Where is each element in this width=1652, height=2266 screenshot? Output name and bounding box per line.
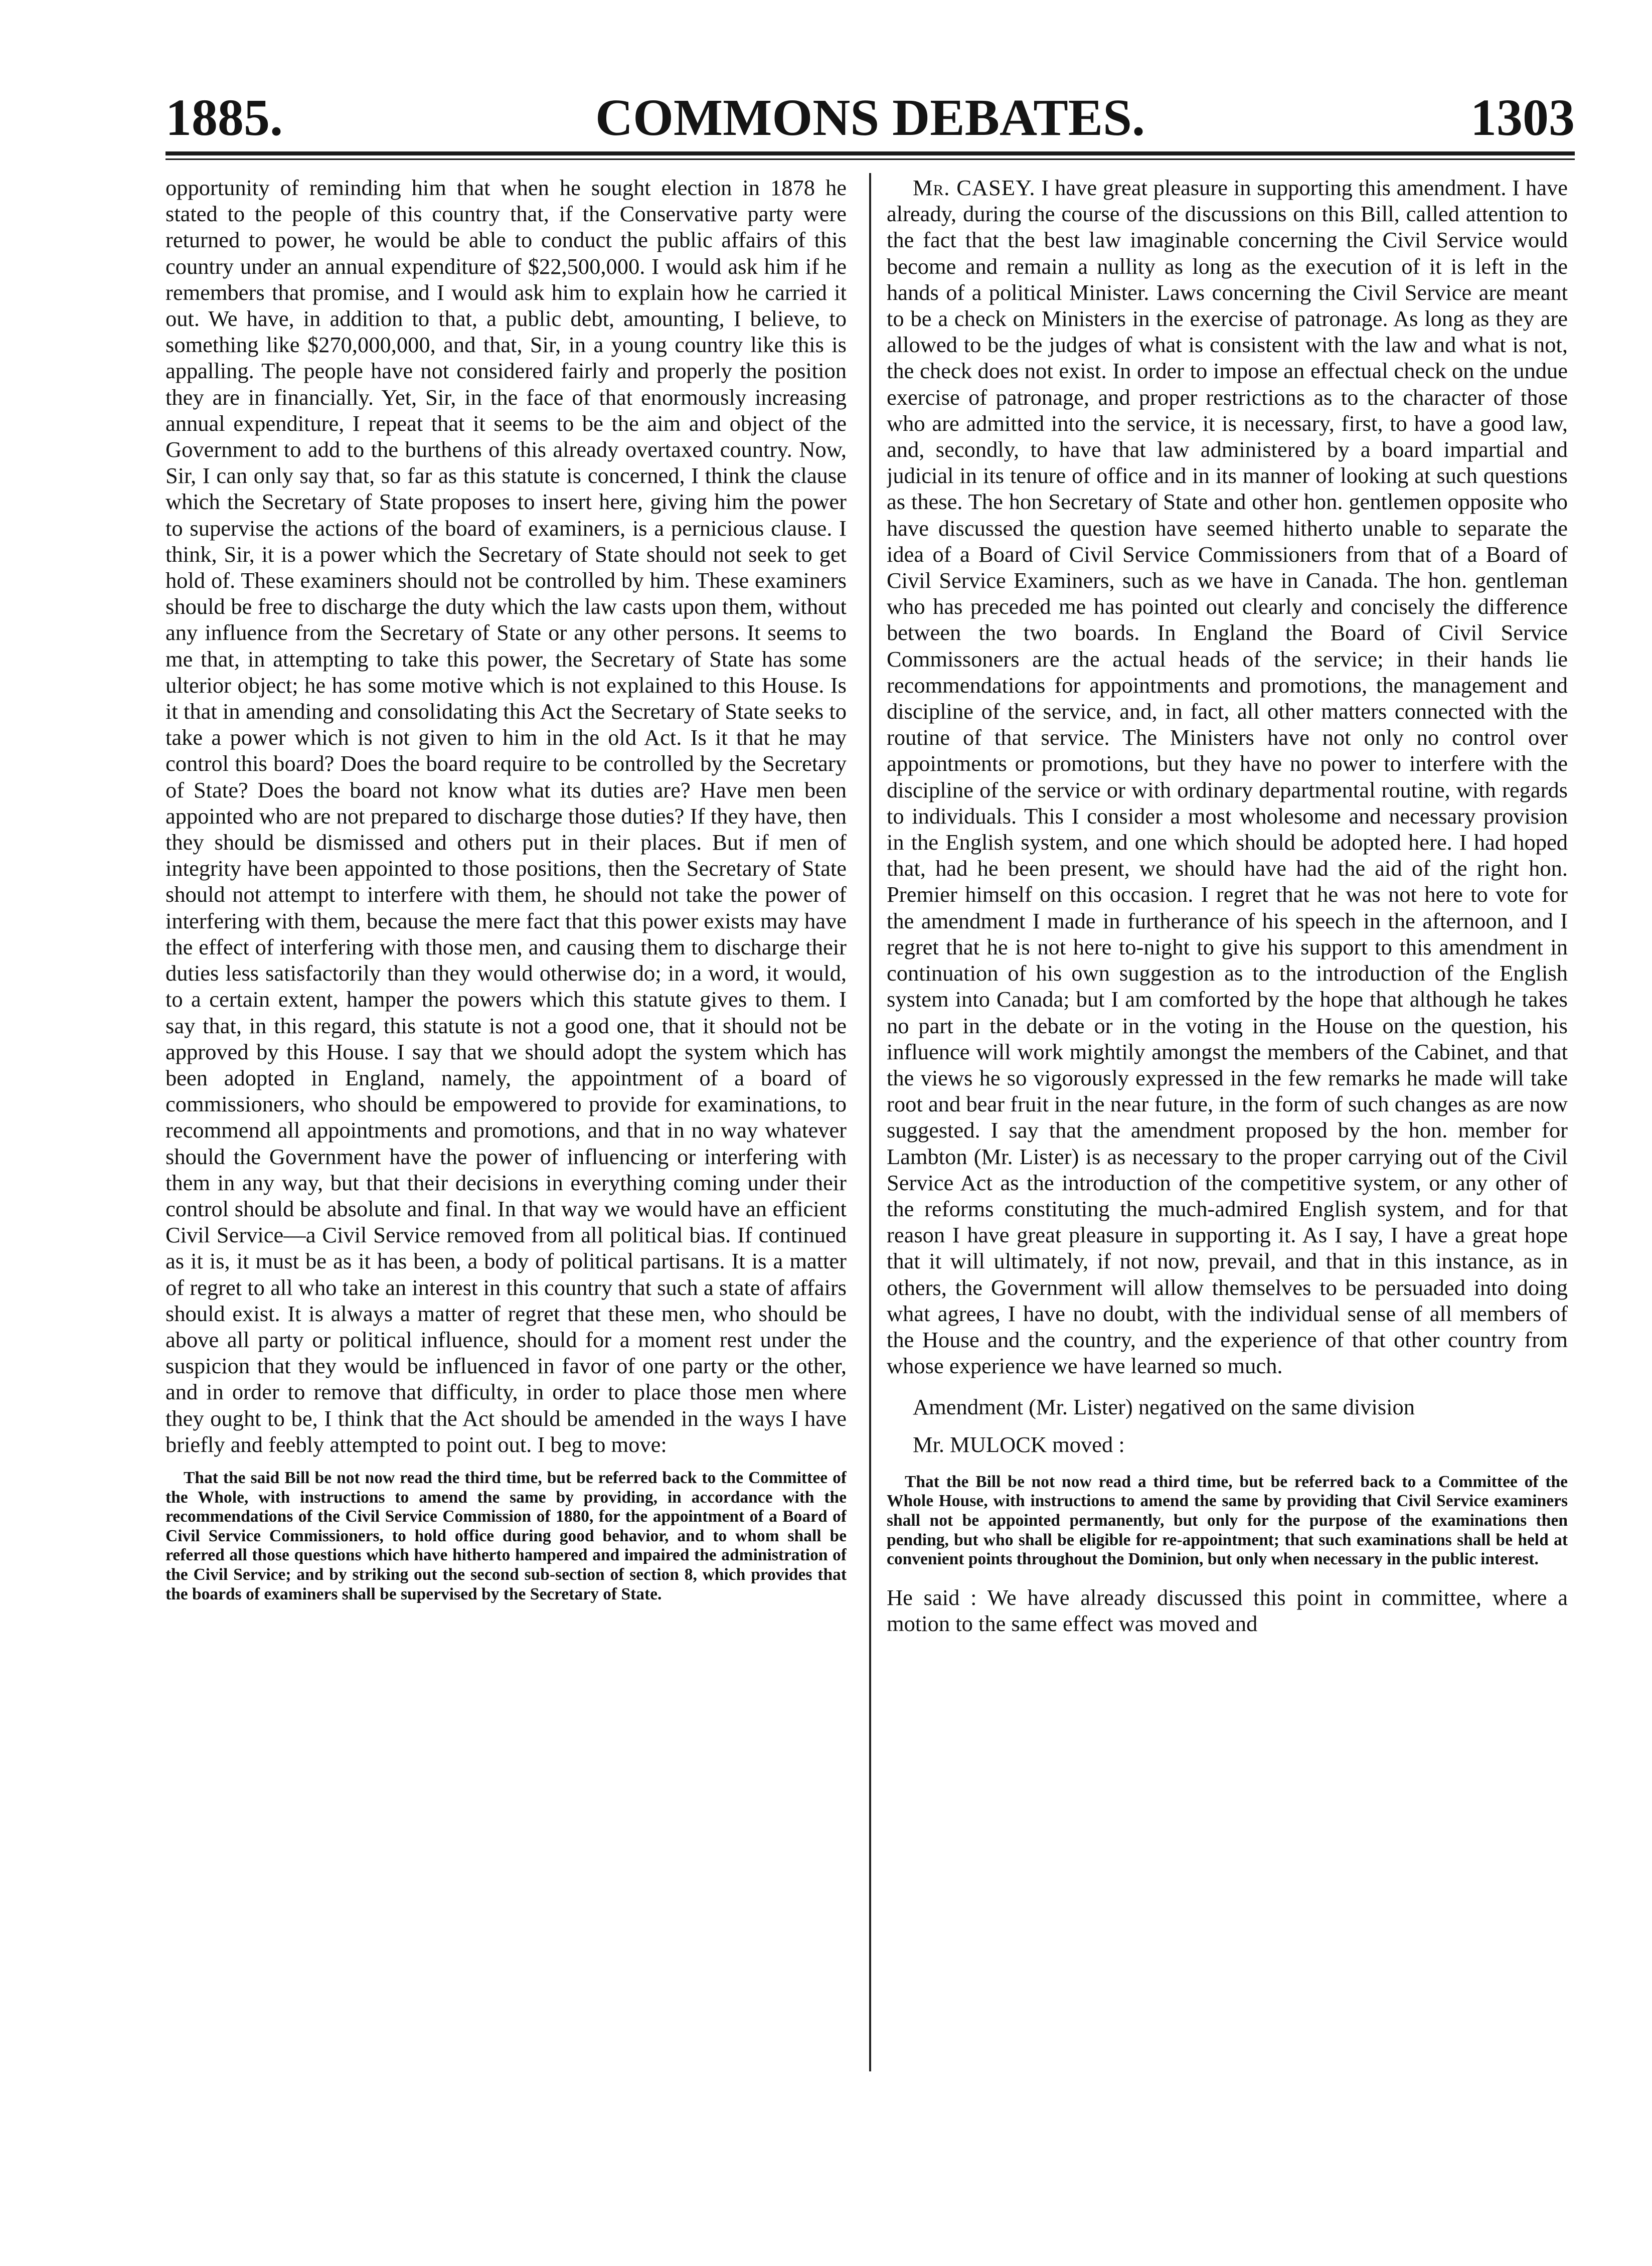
- mulock-moved: Mr. MULOCK moved :: [913, 1431, 1125, 1457]
- motion-text: That the said Bill be not now read the third time, but be referred back to the Committee of the Whole, with instructions to amend the same by providing, in accordance with the recommendations of the Civil Service Commission of 1880, for the appointment of a Board of Civil Service Commissioners, to hold office during good behavior, and to whom shall be referred all those questions which have hitherto hampered and impaired the administration of the Civil Service; and by striking out the second sub-section of section 8, which provides that the boards of examiners shall be supervised by the Secretary of State.: [166, 1468, 847, 1603]
- left-column: [166, 175, 847, 2080]
- spacer: [887, 1458, 1568, 1473]
- right-column: [887, 175, 1568, 2080]
- speaker-name-casey: Mr. CASEY.: [913, 175, 1036, 200]
- column-divider: [869, 173, 871, 2071]
- spacer: [887, 1420, 1568, 1431]
- header-rule-thin: [166, 158, 1575, 160]
- mulock-motion-text: That the Bill be not now read a third time, but be referred back to a Committee of the Whole House, with instructions to amend the same by providing that Civil Service examiners shall not be appointed permanently, but only for the purpose of the examinations then pending, but who shall be eligible for re-appointment; that such examinations shall be held at convenient points throughout the Dominion, but only when necessary in the public interest.: [887, 1472, 1568, 1569]
- header-year: 1885.: [166, 89, 283, 146]
- casey-speech: I have great pleasure in supporting this amendment. I have already, during the course of the discussions on this Bill, called attention to the fact that the best law imaginable concerning the Civil Service would become and remain a nullity as long as the execution of it is left in the hands of a political Minister. Laws concerning the Civil Service are meant to be a check on Ministers in the exercise of patronage. As long as they are allowed to be the judges of what is consistent with the law and what is not, the check does not exist. In order to impose an effectual check on the undue exercise of patronage, and proper restrictions as to the character of those who are admitted into the service, it is necessary, first, to have a good law, and, secondly, to have that law administered by a board impartial and judicial in its tenure of office and in its manner of looking at such questions as these. The hon Secretary of State and other hon. gentlemen opposite who have discussed the question have seemed hitherto unable to separate the idea of a Board of Civil Service Commissioners from that of a Board of Civil Service Examiners, such as we have in Canada. The hon. gentleman who has preceded me has pointed out clearly and concisely the difference between the two boards. In England the Board of Civil Service Commissoners are the actual heads of the service; in their hands lie recommendations for appointments and promotions, the management and discipline of the service, and, in fact, all other matters connected with the routine of that service. The Ministers have not only no control over appointments or promotions, but they have no power to interfere with the discipline of the service or with ordinary departmental routine, with regards to individuals. This I consider a most wholesome and necessary provision in the English system, and one which should be adopted here. I had hoped that, had he been present, we should have had the aid of the right hon. Premier himself on this occasion. I regret that he was not here to vote for the amendment I made in furtherance of his speech in the afternoon, and I regret that he is not here to-night to give his support to this amendment in continuation of his own suggestion as to the introduction of the English system into Canada; but I am comforted by the hope that although he takes no part in the debate or in the voting in the House on the question, his influence will work mightily amongst the members of the Cabinet, and that the views he so vigorously expressed in the few remarks he made will take root and bear fruit in the near future, in the form of such changes as are now suggested. I say that the amendment proposed by the hon. member for Lambton (Mr. Lister) is as necessary to the proper carrying out of the Civil Service Act as the introduction of the competitive system, or any other of the reforms constituting the much-admired English system, and for that reason I have great pleasure in supporting it. As I say, I have a great hope that it will ultimately, if not now, prevail, and that in this instance, as in others, the Government will allow themselves to be persuaded into doing what agrees, I have no doubt, with the individual sense of all members of the House and the country, and the experience of that other country from whose experience we have learned so much.: [887, 175, 1568, 1379]
- speech-paragraph: opportunity of reminding him that when he sought election in 1878 he stated to the people of this country that, if the Conservative party were returned to power, he would be able to conduct the public affairs of this country under an annual expenditure of $22,500,000. I would ask him if he remembers that promise, and I would ask him to explain how he carried it out. We have, in addition to that, a public debt, amounting, I believe, to something like $270,000,000, and that, Sir, in a young country like this is appalling. The people have not considered fairly and properly the position they are in financially. Yet, Sir, in the face of that enormously increasing annual expenditure, I repeat that it seems to be the aim and object of the Government to add to the burthens of this already overtaxed country. Now, Sir, I can only say that, so far as this statute is concerned, I think the clause which the Secretary of State proposes to insert here, giving him the power to supervise the actions of the board of examiners, is a pernicious clause. I think, Sir, it is a power which the Secretary of State should not seek to get hold of. These examiners should not be controlled by him. These examiners should be free to discharge the duty which the law casts upon them, without any influence from the Secretary of State or any other persons. It seems to me that, in attempting to take this power, the Secretary of State has some ulterior object; he has some motive which is not explained to this House. Is it that in amending and consolidating this Act the Secretary of State seeks to take a power which is not given to him in the old Act. Is it that he may control this board? Does the board require to be controlled by the Secretary of State? Does the board not know what its duties are? Have men been appointed who are not prepared to discharge those duties? If they have, then they should be dismissed and others put in their places. But if men of integrity have been appointed to those positions, then the Secretary of State should not attempt to interfere with them, he should not take the power of interfering with them, because the mere fact that this power exists may have the effect of interfering with those men, and causing them to discharge their duties less satisfactorily than they would otherwise do; in a word, it would, to a certain extent, hamper the powers which this statute gives to them. I say that, in this regard, this statute is not a good one, that it should not be approved by this House. I say that we should adopt the system which has been adopted in England, namely, the appointment of a board of commissioners, who should be empowered to provide for examinations, to recommend all appointments and promotions, and that in no way whatever should the Government have the power of influencing or interfering with them in any way, but that their decisions in everything coming under their control should be absolute and final. In that way we would have an efficient Civil Service—a Civil Service removed from all political bias. If continued as it is, it must be as it has been, a body of political partisans. It is a matter of regret to all who take an interest in this country that such a state of affairs should exist. It is always a matter of regret that these men, who should be above all party or political influence, should for a moment rest under the suspicion that they would be influenced in favor of one party or the other, and in order to remove that difficulty, in order to place those men where they ought to be, I think that the Act should be amended in the ways I have briefly and feebly attempted to point out. I beg to move:: [166, 175, 847, 1457]
- header-rule: [166, 151, 1575, 155]
- header-page-number: 1303: [1470, 89, 1575, 146]
- casey-paragraph: [887, 175, 1568, 1379]
- page-header: [166, 88, 1575, 148]
- spacer: [887, 1379, 1568, 1394]
- spacer: [887, 1569, 1568, 1584]
- amendment-result: Amendment (Mr. Lister) negatived on the same division: [913, 1394, 1415, 1420]
- spacer: [166, 1458, 847, 1469]
- he-said-paragraph: He said : We have already discussed this point in committee, where a motion to the same effect was moved and: [887, 1584, 1568, 1636]
- header-title: COMMONS DEBATES.: [595, 89, 1145, 146]
